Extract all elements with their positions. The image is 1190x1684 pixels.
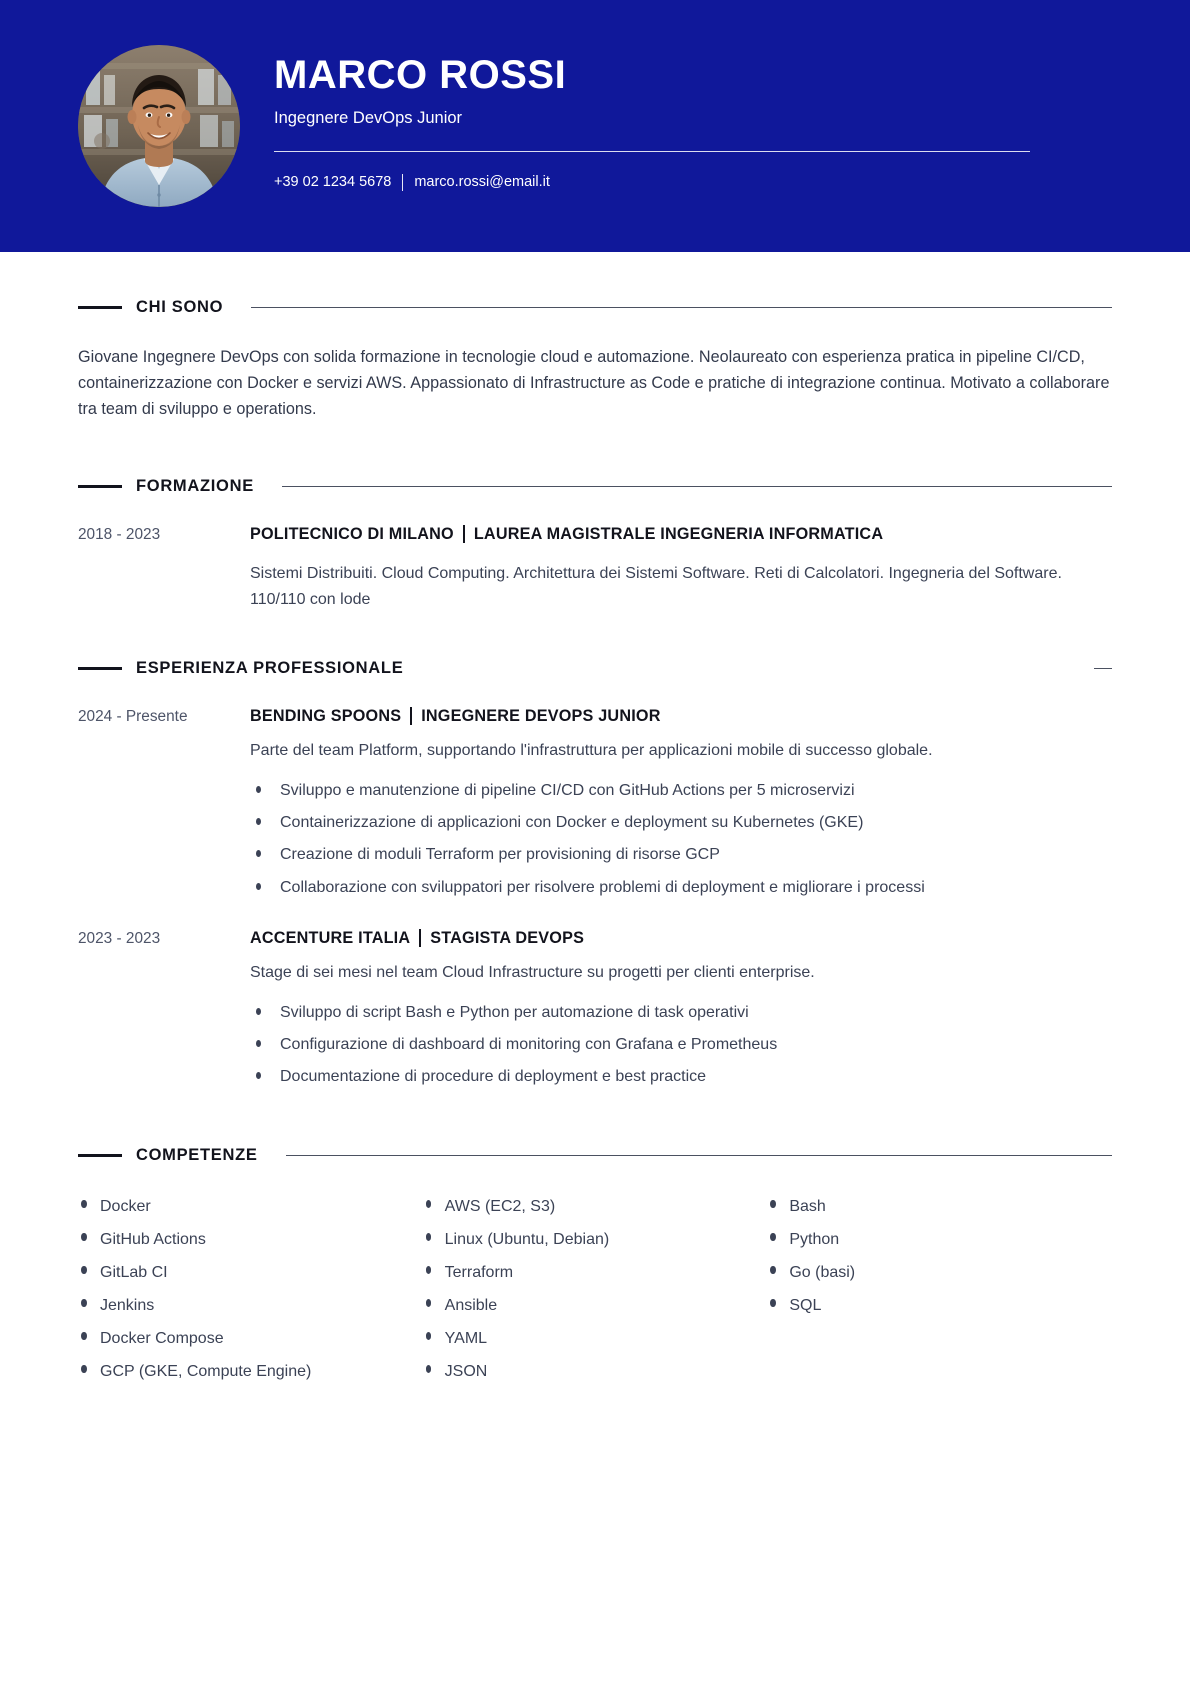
- list-item: Containerizzazione di applicazioni con Docker e deployment su Kubernetes (GKE): [250, 810, 1112, 835]
- education-entry-title: [250, 524, 1112, 545]
- section-header-experience: [78, 659, 1112, 678]
- job-role-subtitle: Ingegnere DevOps Junior: [274, 108, 463, 127]
- spacer: [78, 252, 1112, 298]
- spacer: [78, 1090, 1112, 1146]
- experience-entry-body: [250, 706, 1112, 900]
- section-title-skills: COMPETENZE: [136, 1145, 258, 1164]
- skill-item: YAML: [423, 1323, 768, 1356]
- experience-company: ACCENTURE ITALIA: [250, 928, 411, 947]
- skill-item: Linux (Ubuntu, Debian): [423, 1224, 768, 1257]
- skill-item: Jenkins: [78, 1290, 423, 1323]
- section-header-about: [78, 298, 1112, 317]
- experience-bullet-list: [250, 778, 1112, 900]
- spacer: [78, 613, 1112, 659]
- education-organization: POLITECNICO DI MILANO: [250, 524, 454, 543]
- section-title-about: CHI SONO: [136, 298, 224, 316]
- education-entry-body: [250, 524, 1112, 613]
- list-item: Creazione di moduli Terraform per provisioning di risorse GCP: [250, 842, 1112, 867]
- education-degree: LAUREA MAGISTRALE INGEGNERIA INFORMATICA: [473, 524, 884, 543]
- section-dash-icon: [78, 485, 122, 488]
- skill-item: Ansible: [423, 1290, 768, 1323]
- title-separator: [463, 525, 465, 543]
- contact-line: [274, 174, 1030, 191]
- experience-entry-description: Stage di sei mesi nel team Cloud Infrastructure su progetti per clienti enterprise.: [250, 963, 815, 981]
- list-item: Sviluppo e manutenzione di pipeline CI/CD con GitHub Actions per 5 microservizi: [250, 778, 1112, 803]
- skills-column: [767, 1191, 1112, 1389]
- experience-entry-title: [250, 706, 1112, 727]
- experience-role: STAGISTA DEVOPS: [430, 928, 585, 947]
- section-dash-icon: [78, 1154, 122, 1157]
- experience-bullet-list: [250, 1000, 1112, 1090]
- resume-header: [0, 0, 1190, 252]
- education-entry-date: 2018 - 2023: [78, 525, 161, 543]
- experience-role: INGEGNERE DEVOPS JUNIOR: [421, 706, 661, 725]
- skill-item: Docker: [78, 1191, 423, 1224]
- skill-item: GitLab CI: [78, 1257, 423, 1290]
- skill-item: JSON: [423, 1356, 768, 1389]
- skill-item: Go (basi): [767, 1257, 1112, 1290]
- skill-item: AWS (EC2, S3): [423, 1191, 768, 1224]
- skills-grid: [78, 1191, 1112, 1389]
- experience-entry-title: [250, 928, 1112, 949]
- experience-entry: [78, 928, 1112, 1090]
- skill-item: GitHub Actions: [78, 1224, 423, 1257]
- title-separator: [410, 707, 412, 725]
- section-education: [78, 477, 1112, 613]
- header-text-block: [274, 53, 1190, 191]
- section-rule: [286, 1155, 1112, 1156]
- experience-entry-date: 2023 - 2023: [78, 929, 161, 947]
- skill-item: Docker Compose: [78, 1323, 423, 1356]
- section-header-education: [78, 477, 1112, 496]
- skills-column: [423, 1191, 768, 1389]
- title-separator: [419, 929, 421, 947]
- list-item: Configurazione di dashboard di monitoring con Grafana e Prometheus: [250, 1032, 1112, 1057]
- skill-item: Terraform: [423, 1257, 768, 1290]
- section-rule: [251, 307, 1112, 308]
- section-dash-icon: [78, 667, 122, 670]
- spacer: [78, 439, 1112, 477]
- section-title-experience: ESPERIENZA PROFESSIONALE: [136, 658, 404, 677]
- list-item: Sviluppo di script Bash e Python per automazione di task operativi: [250, 1000, 1112, 1025]
- section-title-education: FORMAZIONE: [136, 476, 254, 495]
- header-divider: [274, 151, 1030, 152]
- education-entry: [78, 524, 1112, 613]
- section-rule: [282, 486, 1112, 487]
- experience-company: BENDING SPOONS: [250, 706, 402, 725]
- section-about: [78, 298, 1112, 423]
- section-dash-icon: [78, 306, 122, 309]
- skill-item: Python: [767, 1224, 1112, 1257]
- section-skills: [78, 1146, 1112, 1389]
- experience-entry: [78, 706, 1112, 900]
- education-entry-description: Sistemi Distribuiti. Cloud Computing. Architettura dei Sistemi Software. Reti di Calcolatori. Ingegneria del Software. 110/110 con lode: [250, 564, 1062, 608]
- skill-item: GCP (GKE, Compute Engine): [78, 1356, 423, 1389]
- email-address: marco.rossi@email.it: [414, 173, 550, 190]
- experience-entry-body: [250, 928, 1112, 1090]
- list-item: Collaborazione con sviluppatori per risolvere problemi di deployment e migliorare i processi: [250, 875, 1112, 900]
- section-experience: [78, 659, 1112, 1090]
- phone-number: +39 02 1234 5678: [274, 173, 392, 190]
- skill-item: SQL: [767, 1290, 1112, 1323]
- avatar: [78, 45, 240, 207]
- skill-item: Bash: [767, 1191, 1112, 1224]
- about-paragraph: Giovane Ingegnere DevOps con solida formazione in tecnologie cloud e automazione. Neolaureato con esperienza pratica in pipeline CI/CD, containerizzazione con Docker e servizi AWS. Appassionato di Infrastructure as Code e pratiche di integrazione continua. Motivato a collaborare tra team di sviluppo e operations.: [78, 348, 1110, 419]
- section-rule: [1094, 668, 1112, 669]
- skills-column: [78, 1191, 423, 1389]
- experience-entry-description: Parte del team Platform, supportando l'infrastruttura per applicazioni mobile di successo globale.: [250, 741, 933, 759]
- contact-separator: [402, 174, 403, 191]
- resume-body: [0, 252, 1190, 1389]
- section-header-skills: [78, 1146, 1112, 1165]
- experience-entry-date: 2024 - Presente: [78, 707, 188, 725]
- list-item: Documentazione di procedure di deployment e best practice: [250, 1064, 1112, 1089]
- page-title: MARCO ROSSI: [274, 52, 567, 97]
